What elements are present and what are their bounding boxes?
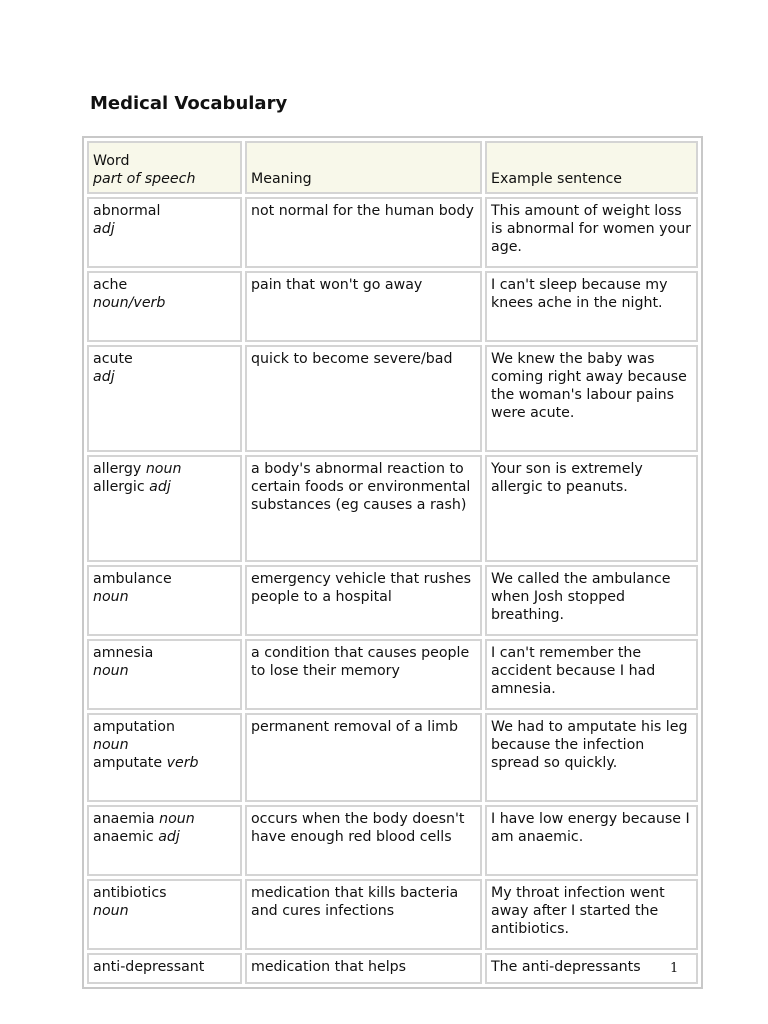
meaning-cell: a body's abnormal reaction to certain foods or environmental substances (eg causes a rash) [245,455,482,562]
word-cell [87,345,242,452]
part-of-speech-text: noun [93,663,129,679]
meaning-cell: occurs when the body doesn't have enough red blood cells [245,805,482,876]
variant-part-of-speech-text: verb [166,755,199,771]
word-cell [87,879,242,950]
part-of-speech-text: noun [93,589,129,605]
word-cell [87,565,242,636]
word-text: allergy [93,461,142,477]
part-of-speech-text: noun [145,461,182,477]
header-part-of-speech-label: part of speech [93,171,196,187]
word-text: amnesia [93,645,154,661]
example-cell: I can't remember the accident because I had amnesia. [485,639,698,710]
part-of-speech-text: noun [93,737,129,753]
meaning-cell: quick to become severe/bad [245,345,482,452]
word-variant-text: amputate [93,755,163,771]
variant-part-of-speech-text: adj [158,829,180,845]
word-text: acute [93,351,133,367]
header-word [87,141,242,194]
part-of-speech-text: noun [159,811,195,827]
table-row [87,953,698,984]
table-row [87,713,698,802]
word-variant-text: anaemic [93,829,154,845]
example-cell: We knew the baby was coming right away because the woman's labour pains were acute. [485,345,698,452]
page-title: Medical Vocabulary [90,93,288,114]
meaning-cell: medication that helps [245,953,482,984]
word-cell [87,271,242,342]
part-of-speech-text: noun/verb [93,295,166,311]
meaning-cell: pain that won't go away [245,271,482,342]
meaning-cell: not normal for the human body [245,197,482,268]
part-of-speech-text: adj [93,221,115,237]
word-cell [87,197,242,268]
word-cell [87,455,242,562]
header-meaning: Meaning [245,141,482,194]
word-text: anaemia [93,811,155,827]
table-row [87,639,698,710]
word-text: ambulance [93,571,172,587]
example-cell: I have low energy because I am anaemic. [485,805,698,876]
table-row [87,197,698,268]
example-cell: Your son is extremely allergic to peanuts. [485,455,698,562]
header-word-label: Word [93,153,130,169]
table-row [87,805,698,876]
part-of-speech-text: adj [93,369,115,385]
page-number: 1 [670,961,679,976]
example-cell: My throat infection went away after I started the antibiotics. [485,879,698,950]
word-text: abnormal [93,203,161,219]
word-text: amputation [93,719,175,735]
word-cell [87,639,242,710]
vocabulary-table [82,136,703,989]
table-row [87,565,698,636]
variant-part-of-speech-text: adj [149,479,171,495]
table-row [87,455,698,562]
example-cell: We had to amputate his leg because the infection spread so quickly. [485,713,698,802]
word-cell [87,953,242,984]
part-of-speech-text: noun [93,903,129,919]
word-variant-text: allergic [93,479,145,495]
example-cell: The anti-depressants [485,953,698,984]
example-cell: I can't sleep because my knees ache in the night. [485,271,698,342]
table-row [87,345,698,452]
word-text: antibiotics [93,885,167,901]
table-row [87,879,698,950]
word-cell [87,713,242,802]
word-text: ache [93,277,128,293]
word-cell [87,805,242,876]
table-header-row [87,141,698,194]
header-example: Example sentence [485,141,698,194]
meaning-cell: a condition that causes people to lose their memory [245,639,482,710]
table-row [87,271,698,342]
example-cell: We called the ambulance when Josh stopped breathing. [485,565,698,636]
meaning-cell: emergency vehicle that rushes people to a hospital [245,565,482,636]
meaning-cell: medication that kills bacteria and cures infections [245,879,482,950]
meaning-cell: permanent removal of a limb [245,713,482,802]
example-cell: This amount of weight loss is abnormal for women your age. [485,197,698,268]
word-text: anti-depressant [93,959,205,975]
